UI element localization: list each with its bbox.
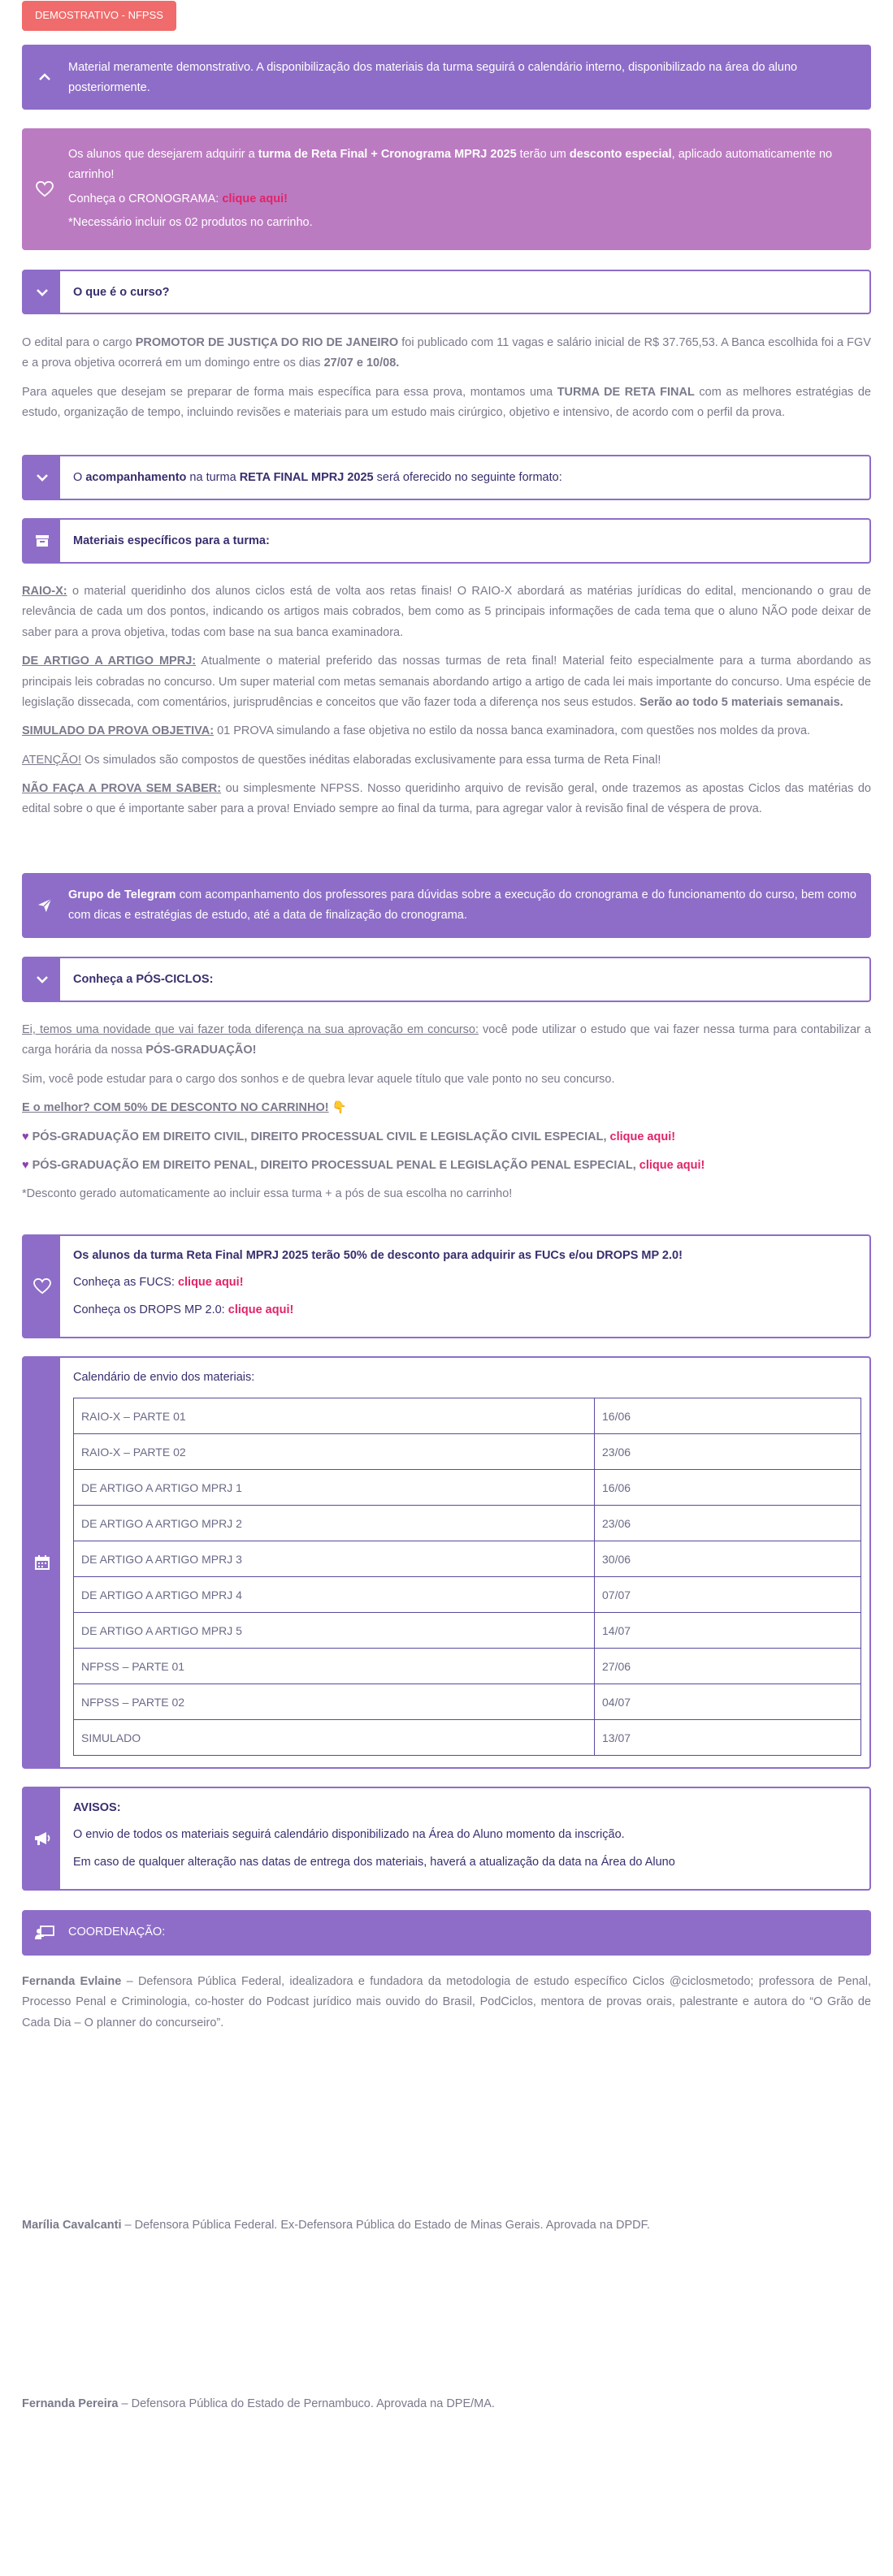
calendar-row	[74, 1684, 861, 1720]
calendar-date: 16/06	[595, 1470, 861, 1506]
materials-title: Materiais específicos para a turma:	[73, 534, 270, 547]
calendar-material: DE ARTIGO A ARTIGO MPRJ 3	[74, 1541, 595, 1577]
calendar-date: 16/06	[595, 1398, 861, 1434]
paper-plane-icon	[22, 873, 67, 938]
calendar-row	[74, 1613, 861, 1649]
telegram-text: Grupo de Telegram com acompanhamento dos professores para dúvidas sobre a execução do cronograma e do funcionamento do curso, bem como com dicas e estratégias de estudo, até a data de finalização do cronograma.	[68, 888, 856, 923]
calendar-date: 04/07	[595, 1684, 861, 1720]
avisos-text: AVISOS: O envio de todos os materiais seguirá calendário disponibilizado na Área do Aluno momento da inscrição. Em caso de qualquer alteração nas datas de entrega dos materiais, haverá a atualização da data na Área do Aluno	[73, 1801, 675, 1869]
calendar-material: SIMULADO	[74, 1720, 595, 1756]
calendar-material: RAIO-X – PARTE 02	[74, 1434, 595, 1470]
calendar-date: 23/06	[595, 1434, 861, 1470]
coord-person-1: Fernanda Evlaine – Defensora Pública Federal, idealizadora e fundadora da metodologia de estudo específico Ciclos @ciclosmetodo; professora de Penal, Processo Penal e Criminologia, co-hoster do Podcast jurídico mais ouvido do Brasil, PodCiclos, mentora de provas orais, palestrante e autora do “O Grão de Cada Dia – O planner do concurseiro”.	[22, 1975, 871, 2029]
promo-text: Os alunos que desejarem adquirir a turma de Reta Final + Cronograma MPRJ 2025 terão um desconto especial, aplicado automaticamente no carrinho! Conheça o CRONOGRAMA: clique aqui! *Necessário incluir os 02 produtos no carrinho.	[68, 148, 833, 230]
fucs-link[interactable]: clique aqui!	[177, 1276, 244, 1290]
calendar-row	[74, 1434, 861, 1470]
coord-text	[22, 1972, 871, 2042]
archive-icon	[24, 520, 60, 562]
pos-text: Ei, temos uma novidade que vai fazer toda diferença na sua aprovação em concurso: você pode utilizar o estudo que vai fazer nessa turma para contabilizar a carga horária da nossa PÓS-GRADUAÇÃO! Sim, você pode estudar para o cargo dos sonhos e de quebra levar aquele título que vale ponto no seu concurso. E o melhor? COM 50% DE DESCONTO NO CARRINHO! 👇 ♥ PÓS-GRADUAÇÃO EM DIREITO CIVIL, DIREITO PROCESSUAL CIVIL E LEGISLAÇÃO CIVIL ESPECIAL, clique aqui! ♥ PÓS-GRADUAÇÃO EM DIREITO PENAL, DIREITO PROCESSUAL PENAL E LEGISLAÇÃO PENAL ESPECIAL, clique aqui! *Desconto gerado automaticamente ao incluir essa turma + a pós de sua escolha no carrinho!	[22, 1023, 871, 1201]
heart-icon	[22, 128, 67, 250]
chevron-down-icon	[24, 958, 60, 1001]
avisos-box	[22, 1787, 871, 1891]
heart-icon	[24, 1236, 60, 1337]
calendar-box	[22, 1356, 871, 1769]
calendar-material: NFPSS – PARTE 02	[74, 1684, 595, 1720]
notice-box[interactable]	[22, 45, 871, 110]
calendar-row	[74, 1398, 861, 1434]
calendar-date: 07/07	[595, 1577, 861, 1613]
megaphone-icon	[24, 1788, 60, 1889]
materials-box	[22, 518, 871, 564]
calendar-row	[74, 1577, 861, 1613]
follow-text: O acompanhamento na turma RETA FINAL MPRJ 2025 será oferecido no seguinte formato:	[73, 471, 562, 484]
course-title: O que é o curso?	[73, 286, 170, 299]
calendar-content	[60, 1358, 874, 1767]
course-toggle[interactable]	[22, 270, 871, 314]
purple-heart-icon: ♥	[22, 1158, 29, 1172]
cronograma-link[interactable]: clique aqui!	[222, 192, 288, 205]
notice-text: Material meramente demonstrativo. A disponibilização dos materiais da turma seguirá o calendário interno, disponibilizado na área do aluno posteriormente.	[68, 61, 798, 95]
chevron-down-icon	[24, 456, 60, 499]
materials-text: RAIO-X: o material queridinho dos alunos ciclos está de volta aos retas finais! O RAIO-X abordará as matérias jurídicas do edital, mencionando o grau de relevância de cada um dos pontos, indicando os artigos mais cobrados, bem como as 5 principais informações de cada tema que o aluno NÃO pode deixar de saber para a prova objetiva, todas com base na sua banca examinadora. DE ARTIGO A ARTIGO MPRJ: Atualmente o material preferido das nossas turmas de reta final! Material feito especialmente para a turma abordando as principais leis cobradas no concurso. Um super material com metas semanais abordando artigo a artigo de cada lei mais importante do concurso. Uma espécie de legislação dissecada, com comentários, jurisprudências e conceitos que vão fazer toda a diferença nos seus estudos. Serão ao todo 5 materiais semanais. SIMULADO DA PROVA OBJETIVA: 01 PROVA simulando a fase objetiva no estilo da nossa banca examinadora, com questões nos moldes da prova. ATENÇÃO! Os simulados são compostos de questões inéditas elaboradas exclusivamente para essa turma de Reta Final! NÃO FAÇA A PROVA SEM SABER: ou simplesmente NFPSS. Nosso queridinho arquivo de revisão geral, onde trazemos as apostas Ciclos das matérias do edital sobre o que é importante saber para a prova! Enviado sempre ao final da turma, para agregar valor à revisão final de véspera de prova.	[22, 585, 871, 816]
coord-person-3: Fernanda Pereira – Defensora Pública do Estado de Pernambuco. Aprovada na DPE/MA.	[22, 2397, 495, 2410]
calendar-material: DE ARTIGO A ARTIGO MPRJ 2	[74, 1506, 595, 1541]
calendar-material: RAIO-X – PARTE 01	[74, 1398, 595, 1434]
pos-penal-link[interactable]: clique aqui!	[639, 1158, 705, 1172]
teacher-icon	[22, 1910, 67, 1956]
calendar-date: 23/06	[595, 1506, 861, 1541]
calendar-table	[73, 1398, 861, 1756]
coord-box	[22, 1910, 871, 1956]
fucs-text: Os alunos da turma Reta Final MPRJ 2025 terão 50% de desconto para adquirir as FUCs e/ou DROPS MP 2.0! Conheça as FUCS: clique aqui! Conheça os DROPS MP 2.0: clique aqui!	[73, 1249, 683, 1316]
calendar-material: DE ARTIGO A ARTIGO MPRJ 4	[74, 1577, 595, 1613]
fucs-box	[22, 1234, 871, 1338]
pos-title: Conheça a PÓS-CICLOS:	[73, 973, 214, 986]
follow-toggle[interactable]	[22, 455, 871, 500]
demo-badge: DEMOSTRATIVO - NFPSS	[22, 1, 176, 31]
pos-civil-link[interactable]: clique aqui!	[609, 1130, 676, 1143]
purple-heart-icon: ♥	[22, 1130, 29, 1143]
calendar-date: 27/06	[595, 1649, 861, 1684]
drops-link[interactable]: clique aqui!	[228, 1303, 294, 1316]
pos-toggle[interactable]	[22, 957, 871, 1002]
calendar-row	[74, 1506, 861, 1541]
chevron-down-icon	[24, 271, 60, 313]
calendar-title: Calendário de envio dos materiais:	[73, 1371, 255, 1384]
coord-person-2: Marília Cavalcanti – Defensora Pública Federal. Ex-Defensora Pública do Estado de Minas Gerais. Aprovada na DPDF.	[22, 2219, 650, 2232]
calendar-icon	[24, 1358, 60, 1767]
calendar-material: NFPSS – PARTE 01	[74, 1649, 595, 1684]
coord-title: COORDENAÇÃO:	[68, 1926, 166, 1938]
calendar-material: DE ARTIGO A ARTIGO MPRJ 1	[74, 1470, 595, 1506]
promo-box	[22, 128, 871, 250]
calendar-row	[74, 1470, 861, 1506]
calendar-date: 13/07	[595, 1720, 861, 1756]
calendar-date: 14/07	[595, 1613, 861, 1649]
chevron-up-icon	[22, 45, 67, 110]
telegram-box	[22, 873, 871, 938]
calendar-material: DE ARTIGO A ARTIGO MPRJ 5	[74, 1613, 595, 1649]
calendar-row	[74, 1649, 861, 1684]
course-text: O edital para o cargo PROMOTOR DE JUSTIÇA DO RIO DE JANEIRO foi publicado com 11 vagas e salário inicial de R$ 37.765,53. A Banca escolhida foi a FGV e a prova objetiva ocorrerá em um domingo entre os dias 27/07 e 10/08. Para aqueles que desejam se preparar de forma mais específica para essa prova, montamos uma TURMA DE RETA FINAL com as melhores estratégias de estudo, organização de tempo, incluindo revisões e materiais para um estudo mais cirúrgico, objetivo e intensivo, de acordo com o perfil da prova.	[22, 336, 871, 420]
calendar-row	[74, 1720, 861, 1756]
calendar-date: 30/06	[595, 1541, 861, 1577]
calendar-row	[74, 1541, 861, 1577]
